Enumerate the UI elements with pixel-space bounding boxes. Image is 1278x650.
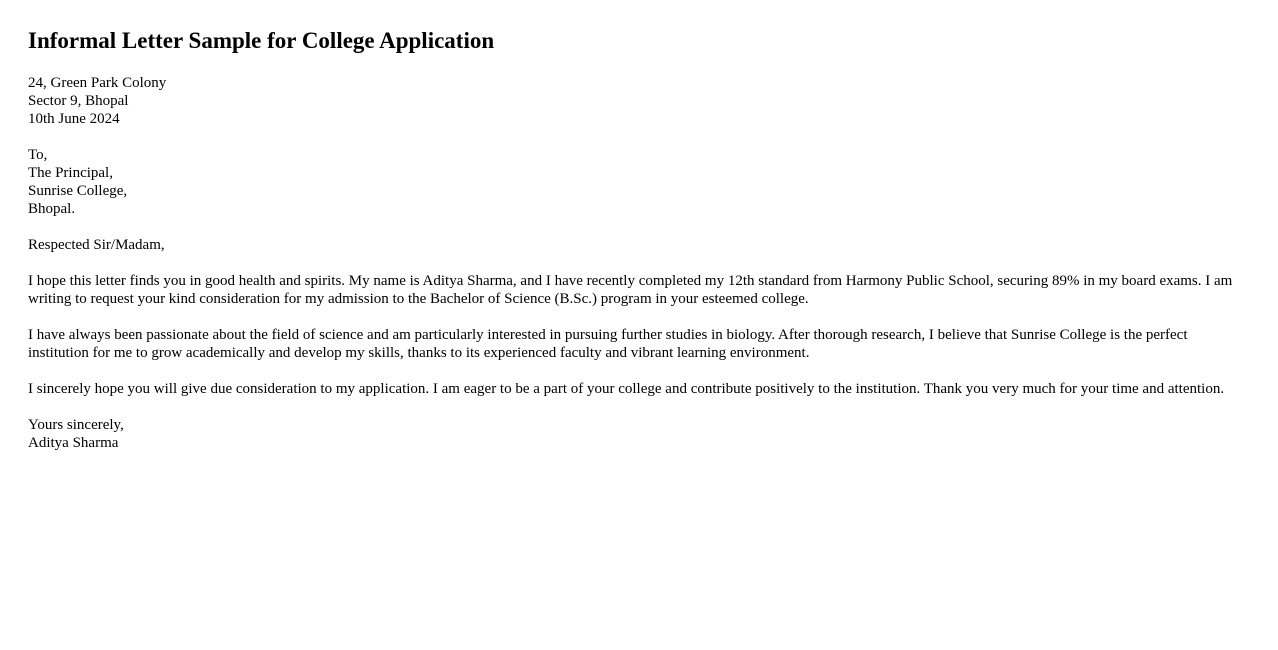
recipient-line-title: The Principal, bbox=[28, 165, 113, 181]
recipient-address bbox=[28, 146, 1250, 218]
salutation: Respected Sir/Madam, bbox=[28, 237, 165, 253]
closing: Yours sincerely, bbox=[28, 417, 124, 433]
body-paragraph-3: I sincerely hope you will give due consideration to my application. I am eager to be a part of your college and contribute positively to the institution. Thank you very much for your time and attention. bbox=[28, 381, 1225, 397]
sender-address bbox=[28, 74, 1250, 128]
body-paragraph-1: I hope this letter finds you in good health and spirits. My name is Aditya Sharma, and I have recently completed my 12th standard from Harmony Public School, securing 89% in my board exams. I am writing to request your kind consideration for my admission to the Bachelor of Science (B.Sc.) program in your esteemed college. bbox=[28, 273, 1233, 307]
recipient-line-city: Bhopal. bbox=[28, 201, 76, 217]
recipient-line-college: Sunrise College, bbox=[28, 183, 128, 199]
page-title: Informal Letter Sample for College Application bbox=[28, 28, 495, 53]
recipient-line-to: To, bbox=[28, 147, 48, 163]
address-line-2: Sector 9, Bhopal bbox=[28, 93, 129, 109]
letter-date: 10th June 2024 bbox=[28, 111, 120, 127]
sign-off bbox=[28, 416, 1250, 452]
address-line-1: 24, Green Park Colony bbox=[28, 75, 167, 91]
body-paragraph-2: I have always been passionate about the field of science and am particularly interested in pursuing further studies in biology. After thorough research, I believe that Sunrise College is the perfect institution for me to grow academically and develop my skills, thanks to its experienced faculty and vibrant learning environment. bbox=[28, 327, 1188, 361]
signature-name: Aditya Sharma bbox=[28, 435, 119, 451]
